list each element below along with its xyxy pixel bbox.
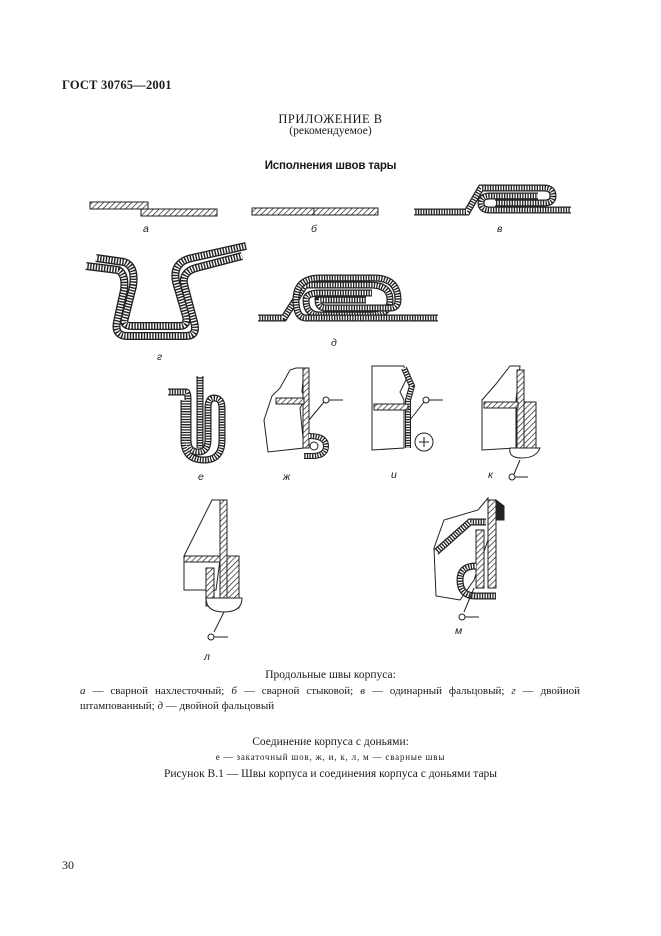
seam-i-drawing xyxy=(372,366,443,451)
seam-e-drawing xyxy=(168,376,222,460)
desc-text-b: — сварной стыковой; xyxy=(236,685,361,697)
desc-text-g: — двойной штампованный; xyxy=(80,685,580,712)
desc-key-g: г xyxy=(511,685,516,697)
label-b: б xyxy=(311,223,317,235)
desc-key-v: в xyxy=(360,685,365,697)
seam-l-drawing xyxy=(184,500,242,640)
seam-a-drawing xyxy=(90,202,217,216)
figure-caption: Рисунок В.1 — Швы корпуса и соединения корпуса с доньями тары xyxy=(163,768,498,780)
seam-g-drawing xyxy=(86,246,246,336)
desc-key-b: б xyxy=(231,685,237,697)
page-number: 30 xyxy=(62,858,74,872)
longitudinal-caption-desc xyxy=(80,684,580,714)
label-g: г xyxy=(157,351,163,363)
bottoms-caption-title: Соединение корпуса с доньями: xyxy=(252,736,409,748)
longitudinal-caption-title: Продольные швы корпуса: xyxy=(265,669,396,681)
label-k: к xyxy=(488,469,493,481)
label-e: е xyxy=(198,471,204,483)
label-l: л xyxy=(204,651,210,660)
seam-k-drawing xyxy=(482,366,540,480)
desc-text-a: — сварной нахлесточный; xyxy=(85,685,232,697)
seam-v-drawing xyxy=(414,188,571,212)
appendix-subtitle: (рекомендуемое) xyxy=(289,125,372,137)
label-v: в xyxy=(497,223,503,235)
label-i: и xyxy=(391,469,397,481)
desc-key-d: д xyxy=(157,700,164,712)
label-zh: ж xyxy=(283,471,291,483)
desc-key-a: а xyxy=(80,685,86,697)
section-title: Исполнения швов тары xyxy=(264,160,397,172)
seam-m-drawing xyxy=(434,498,504,620)
label-d: д xyxy=(331,337,337,349)
desc-text-v: — одинарный фальцовый; xyxy=(364,685,512,697)
label-m: м xyxy=(455,625,463,637)
appendix-title: ПРИЛОЖЕНИЕ В xyxy=(278,112,383,126)
label-a: а xyxy=(143,223,149,235)
seam-d-drawing xyxy=(258,278,438,318)
seam-zh-drawing xyxy=(264,368,343,456)
seam-b-drawing xyxy=(252,208,378,215)
desc-text-d: — двойной фальцовый xyxy=(163,700,275,712)
bottoms-caption-desc: е — закаточный шов, ж, и, к, л, м — сварные швы xyxy=(215,752,446,762)
document-header: ГОСТ 30765—2001 xyxy=(62,78,172,92)
